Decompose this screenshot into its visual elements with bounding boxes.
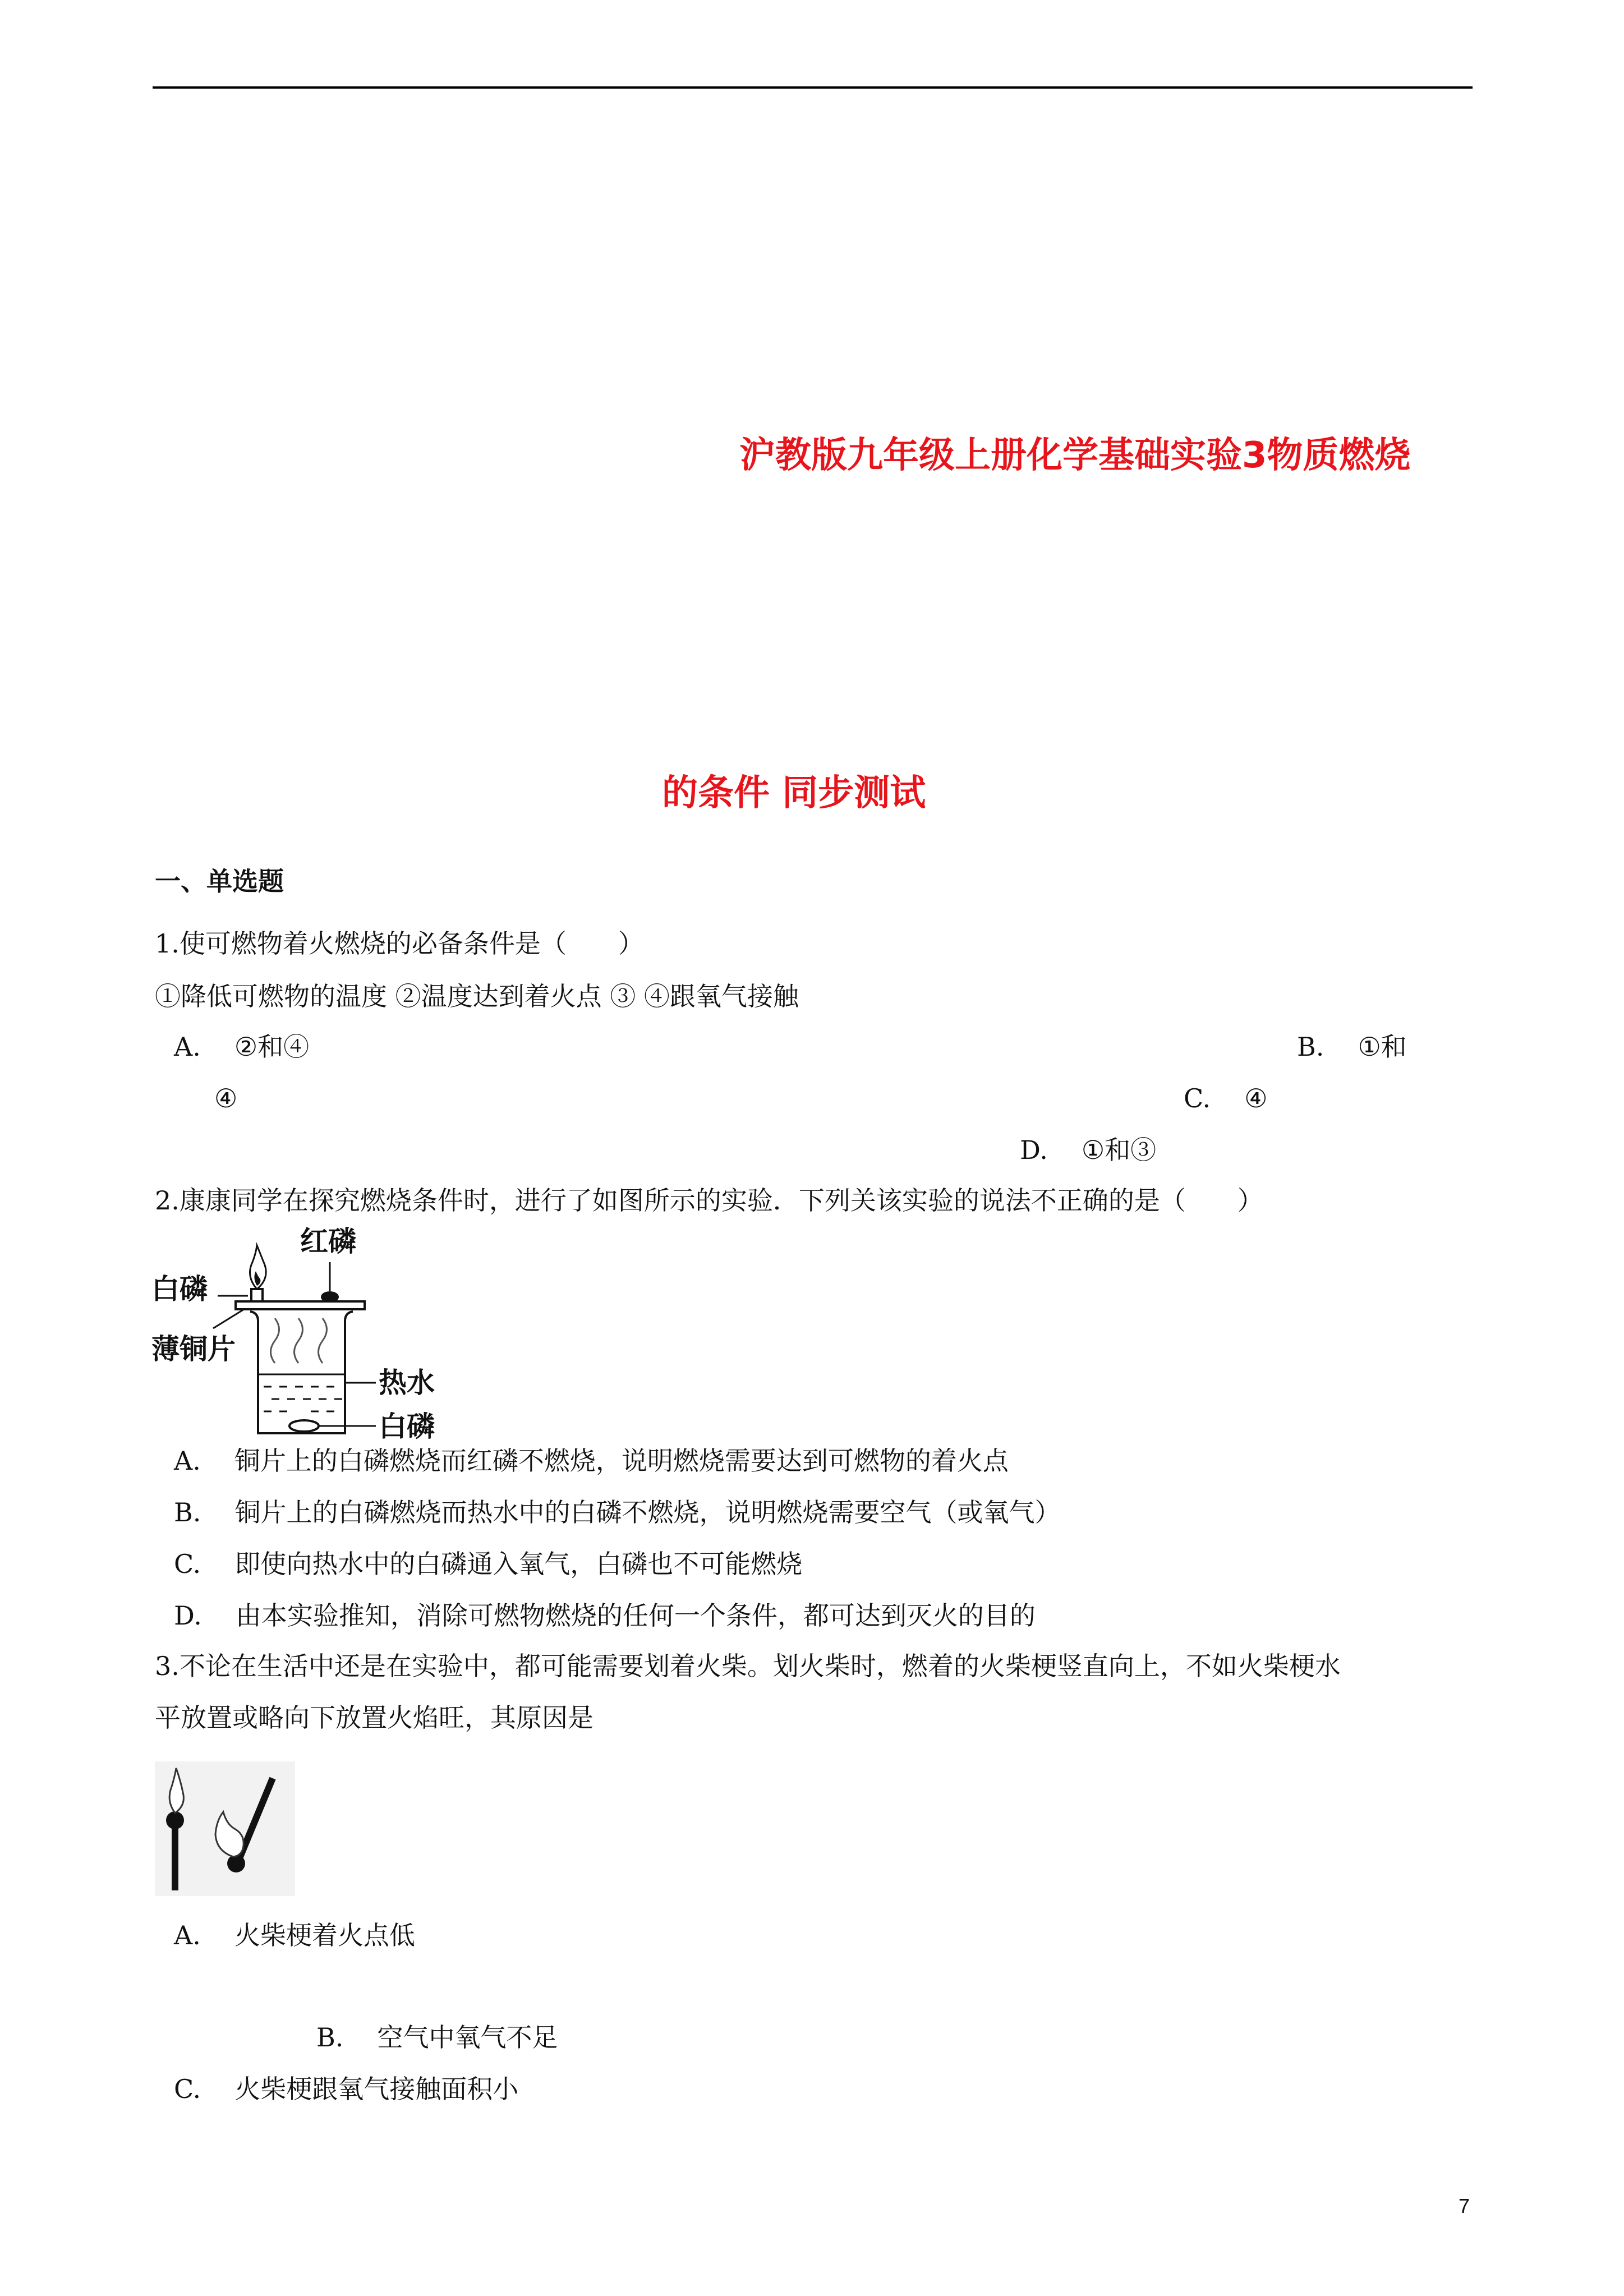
figure-label-hot-water: 热水 [379, 1366, 435, 1399]
copper-plate-shape [236, 1301, 365, 1309]
q1-option-a [174, 1030, 309, 1064]
beaker-outline [258, 1321, 345, 1433]
page-number: 7 [1459, 2194, 1470, 2217]
option-text: 火柴梗跟氧气接触面积小 [234, 2074, 519, 2104]
match-head-tilted [227, 1855, 245, 1872]
figure-label-white-phosphorus-top: 白磷 [151, 1273, 208, 1305]
option-text: 空气中氧气不足 [377, 2022, 558, 2053]
question-1-stem: 1.使可燃物着火燃烧的必备条件是（ ） [155, 928, 644, 959]
option-letter: D. [1020, 1135, 1048, 1165]
q2-option-d [174, 1599, 1036, 1632]
q1-option-c [1184, 1082, 1267, 1115]
option-text: ④ [1244, 1083, 1268, 1114]
option-text: 即使向热水中的白磷通入氧气，白磷也不可能燃烧 [234, 1549, 803, 1579]
option-text: 火柴梗着火点低 [234, 1920, 415, 1950]
question-2-stem: 2.康康同学在探究燃烧条件时，进行了如图所示的实验．下列关该实验的说法不正确的是（ ） [155, 1185, 1263, 1216]
option-letter: A. [174, 1446, 201, 1476]
option-text: ②和④ [234, 1032, 310, 1062]
option-text: ①和 [1358, 1032, 1407, 1062]
matchstick-figure [155, 1761, 295, 1896]
q2-option-c [174, 1547, 802, 1581]
option-text: 铜片上的白磷燃烧而热水中的白磷不燃烧，说明燃烧需要空气（或氧气） [234, 1497, 1061, 1527]
option-letter: D. [174, 1600, 202, 1631]
q2-option-b [174, 1496, 1060, 1529]
option-letter: B. [174, 1497, 201, 1527]
title-line-1: 沪教版九年级上册化学基础实验3物质燃烧 [739, 435, 1411, 476]
question-3-stem-line-2: 平放置或略向下放置火焰旺，其原因是 [155, 1703, 594, 1733]
q3-option-b [316, 2021, 558, 2054]
option-letter: B. [1297, 1032, 1324, 1062]
option-letter: C. [174, 1549, 201, 1579]
option-letter: B. [316, 2022, 344, 2053]
figure-label-copper-plate: 薄铜片 [151, 1333, 236, 1365]
q3-option-a [174, 1918, 415, 1952]
q3-option-c [174, 2072, 518, 2106]
header-rule [153, 86, 1473, 89]
q1-option-b [1297, 1030, 1407, 1064]
section-heading: 一、单选题 [155, 866, 284, 896]
q2-option-a [174, 1444, 1009, 1478]
figure-label-red-phosphorus: 红磷 [300, 1225, 356, 1258]
match-stick-upright [172, 1823, 178, 1890]
question-1-sub: ①降低可燃物的温度 ②温度达到着火点 ③ ④跟氧气接触 [155, 981, 799, 1011]
q1-option-b-continued: ④ [214, 1083, 238, 1114]
q1-option-d [1020, 1133, 1156, 1167]
phosphorus-experiment-figure [151, 1223, 499, 1442]
option-letter: A. [174, 1920, 201, 1950]
question-3-stem-line-1: 3.不论在生活中还是在实验中，都可能需要划着火柴。划火柴时，燃着的火柴梗竖直向上，不如火柴梗水 [155, 1651, 1341, 1681]
steam-lines [271, 1318, 327, 1363]
option-letter: C. [1184, 1083, 1211, 1114]
figure-label-white-phosphorus-bottom: 白磷 [379, 1410, 435, 1442]
option-text: ①和③ [1081, 1135, 1157, 1165]
red-phosphorus [321, 1291, 339, 1303]
white-phosphorus-plate [251, 1289, 263, 1301]
title-line-2: 的条件 同步测试 [662, 772, 926, 814]
option-letter: C. [174, 2074, 201, 2104]
option-letter: A. [174, 1032, 201, 1062]
water-dashes [264, 1387, 342, 1411]
option-text: 由本实验推知，消除可燃物燃烧的任何一个条件，都可达到灭火的目的 [235, 1600, 1036, 1631]
white-phosphorus-water [289, 1420, 319, 1432]
option-text: 铜片上的白磷燃烧而红磷不燃烧，说明燃烧需要达到可燃物的着火点 [234, 1446, 1009, 1476]
